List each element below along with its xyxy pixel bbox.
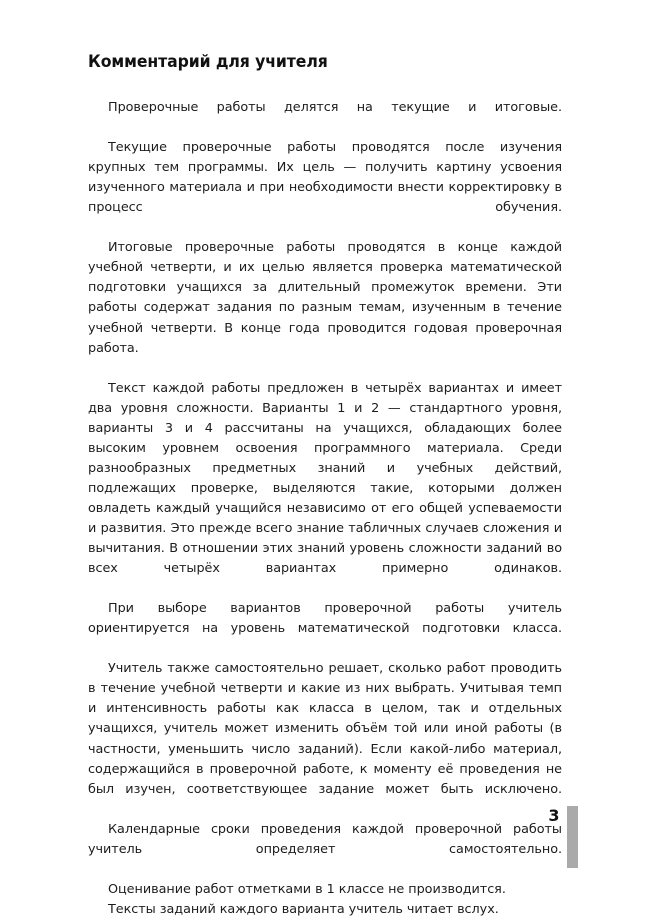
page-title: Комментарий для учителя — [88, 52, 328, 71]
paragraph-1: Проверочные работы делятся на текущие и итоговые. — [108, 100, 562, 115]
paragraph-5: При выборе вариантов проверочной работы учитель ориентируется на уровень математической подготовки класса. — [88, 601, 562, 637]
footer-accent-bar — [567, 806, 578, 868]
paragraph-2: Текущие проверочные работы проводятся после изучения крупных тем программы. Их цель — получить картину усвоения изученного материала и при необходимости внести корректировку в процесс обучения. — [88, 140, 562, 216]
paragraph-8: Оценивание работ отметками в 1 классе не производится. — [108, 881, 506, 897]
paragraph-4: Текст каждой работы предложен в четырёх вариантах и имеет два уровня сложности. Варианты 1 и 2 — стандартного уровня, варианты 3 и 4 рассчитаны на учащихся, обладающих более высоким уровнем освоения программного материала. Среди разнообразных предметных знаний и учебных действий, подлежащих проверке, выделяются такие, которыми должен овладеть каждый учащийся независимо от его общей успеваемости и развития. Это прежде всего знание табличных случаев сложения и вычитания. В отношении этих знаний уровень сложности заданий во всех четырёх вариантах примерно одинаков. — [88, 380, 562, 577]
page-number: 3 — [548, 806, 560, 825]
page-content — [88, 52, 562, 920]
paragraph-6: Учитель также самостоятельно решает, сколько работ проводить в течение учебной четверти и какие из них выбрать. Учитывая темп и интенсивность работы как класса в целом, так и отдельных учащихся, учитель может изменить объём той или иной работы (в частности, уменьшить число заданий). Если какой-либо материал, содержащийся в проверочной работе, к моменту её проведения не был изучен, соответствующее задание может быть исключено. — [88, 661, 562, 797]
paragraph-7: Календарные сроки проведения каждой проверочной работы учитель определяет самостоятельно. — [88, 821, 562, 857]
body-text-block — [88, 98, 562, 920]
paragraph-9: Тексты заданий каждого варианта учитель читает вслух. — [108, 901, 499, 917]
paragraph-3: Итоговые проверочные работы проводятся в конце каждой учебной четверти, и их целью является проверка математической подготовки учащихся за длительный промежуток времени. Эти работы содержат задания по разным темам, изученным в течение учебной четверти. В конце года проводится годовая проверочная работа. — [88, 240, 562, 356]
